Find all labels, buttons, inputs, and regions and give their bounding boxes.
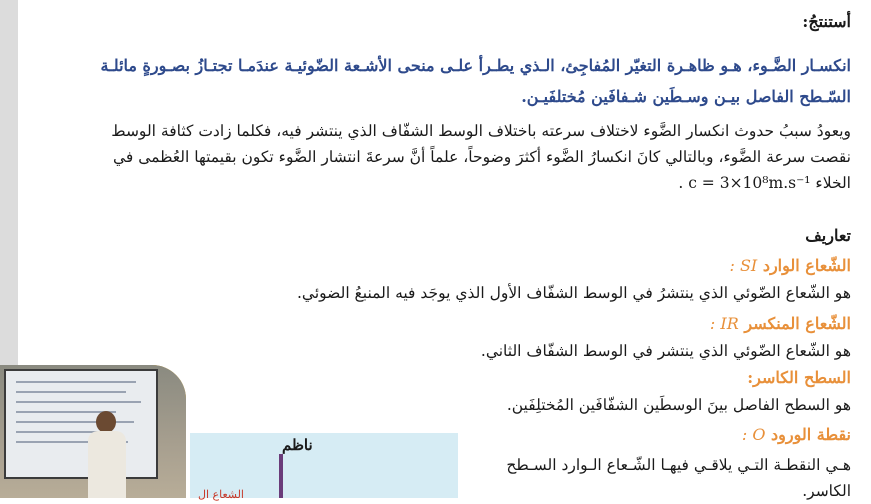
refracting-surface-description: هو السطح الفاصل بينَ الوسطَين الشفّافَين المُختلِفَين. xyxy=(506,396,851,414)
figure-ray-label: الشعاع ال xyxy=(198,488,244,501)
explanation-end: . xyxy=(678,174,684,192)
teacher-video-overlay[interactable] xyxy=(0,365,186,498)
refraction-explanation xyxy=(76,118,851,196)
term-refracted-ray xyxy=(710,314,851,333)
board-text-line xyxy=(16,391,126,393)
term-incident-ray-symbol: SI : xyxy=(729,256,758,275)
refraction-definition: انكسـار الضَّـوء، هـو ظاهـرة التغيّر المُفاجِئ، الـذي يطـرأ علـى منحى الأشـعة الضّوئيـة عندَمـا تجتـازُ بصـورةٍ مائلـة السّـطح الفاصل بيـن وسـطَين شـفافَين مُختلفَيـن. xyxy=(100,56,851,106)
teacher-head xyxy=(96,411,116,433)
refracted-ray-description: هو الشّعاع الضّوئي الذي ينتشر في الوسط الشفّاف الثاني. xyxy=(480,342,851,360)
term-refracting-surface-label: السطح الكاسر: xyxy=(747,368,851,387)
term-refracted-ray-label: الشّعاع المنكسر xyxy=(744,314,851,333)
normal-label: ناظم xyxy=(282,436,313,454)
term-point-of-incidence xyxy=(742,425,851,444)
board-text-line xyxy=(16,381,136,383)
explanation-text: ويعودُ سببُ حدوث انكسار الضَّوء لاختلاف سرعته باختلاف الوسط الشفّاف الذي ينتشر فيه، فكلما زادت كثافة الوسط نقصت سرعة الضَّوء، وبالتالي كانَ انكسارُ الضَّوء أكثرَ وضوحاً، علماً أنَّ سرعةَ انتشار الضَّوء تكون بقيمتها العُظمى في الخلاء xyxy=(111,122,851,192)
speed-of-light-formula: c = 3×10⁸m.s⁻¹ xyxy=(688,174,811,192)
term-refracting-surface xyxy=(747,368,851,387)
board-text-line xyxy=(16,401,141,403)
term-refracted-ray-symbol: IR : xyxy=(709,314,739,333)
term-incident-ray-label: الشّعاع الوارد xyxy=(762,256,851,275)
term-incident-ray xyxy=(729,256,851,275)
projected-board xyxy=(4,369,158,479)
term-point-of-incidence-label: نقطة الورود xyxy=(771,425,851,444)
incident-ray-description: هو الشّعاع الضّوئي الذي ينتشرُ في الوسط الشفّاف الأول الذي يوجَد فيه المنبعُ الضوئي. xyxy=(296,284,851,302)
teacher-body xyxy=(88,431,126,498)
definitions-title: تعاريف xyxy=(805,226,851,245)
conclusion-heading: أستنتجُ: xyxy=(802,12,851,31)
term-point-of-incidence-symbol: O : xyxy=(741,425,766,444)
normal-line xyxy=(279,454,283,498)
point-of-incidence-description: هـي النقطـة التـي يلاقـي فيهـا الشّـعاع الـوارد السـطح الكاسر. xyxy=(506,456,851,500)
board-text-line xyxy=(16,421,134,423)
